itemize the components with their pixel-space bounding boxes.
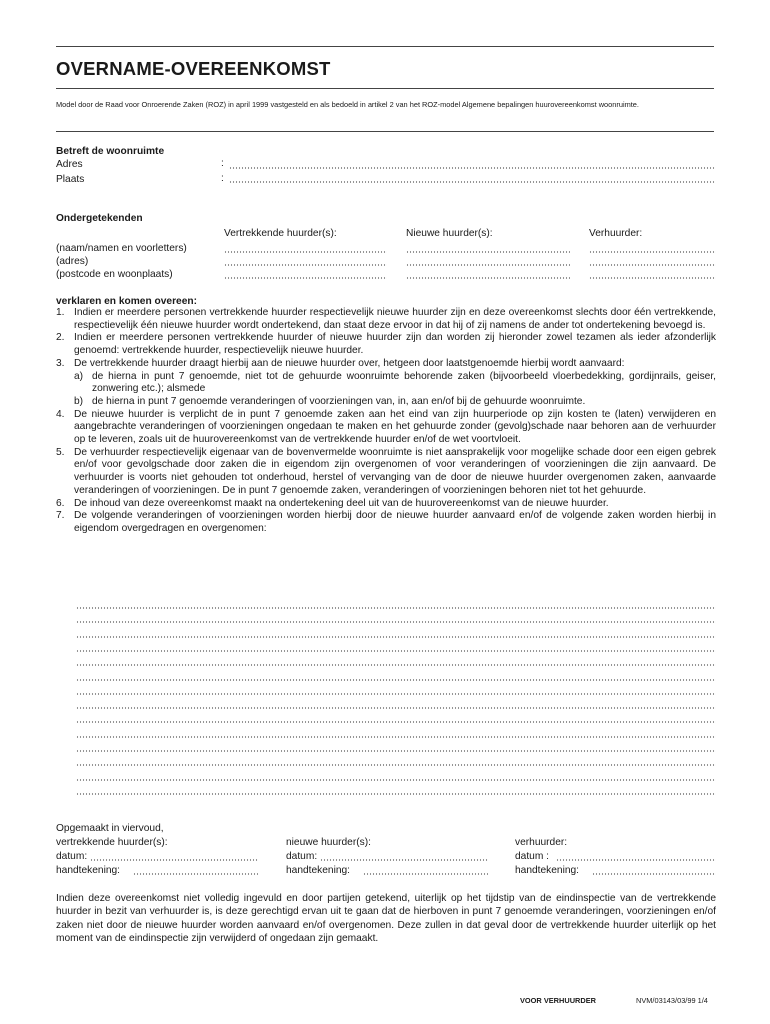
clause-7-fill-line[interactable] [76,707,716,709]
title-rule [56,88,714,89]
clause-7-fill-line[interactable] [76,636,716,638]
clause-7-fill-line[interactable] [76,750,716,752]
clause-4 [56,409,716,447]
intro-text: Model door de Raad voor Onroerende Zaken (ROZ) in april 1999 vastgesteld en als bedoeld in artikel 2 van het ROZ-model Algemene bepalingen huurovereenkomst woonruimte. [56,100,639,109]
clause-text: De volgende veranderingen of voorzieningen worden hierbij door de nieuwe huurder aanvaard en/of de volgende zaken worden hierbij in eigendom overgedragen en overgenomen: [74,510,716,534]
plaats-colon: : [221,173,224,184]
handtekening-label-verhuurder: handtekening: [515,865,580,876]
row-naam-label: (naam/namen en voorletters) [56,243,187,254]
clause-text: De nieuwe huurder is verplicht de in punt 7 genoemde zaken aan het eind van zijn huurperiode op zijn kosten te (laten) verwijderen en aangebrachte veranderingen of voorzieningen ongedaan te maken en het gehuurde zonder (gevolg)schade naar behoren aan de verhuurder op te leveren, zoals uit de huurovereenkomst van de vertrekkende huurder en/of de wet voortvloeit. [74,408,716,446]
sign-vertrekkend-label: vertrekkende huurder(s): [56,837,168,848]
plaats-field[interactable] [229,181,715,183]
clause-text: De vertrekkende huurder draagt hierbij aan de nieuwe huurder over, hetgeen door laatstgenoemde hierbij wordt aanvaard: [74,357,625,369]
datum-label-vertrekkend: datum: [56,851,88,862]
nieuw-postcode-field[interactable] [406,277,570,279]
sign-nieuw-label: nieuwe huurder(s): [286,837,371,848]
handtekening-label-vertrekkend: handtekening: [56,865,121,876]
clause-7-fill-line[interactable] [76,721,716,723]
col-vertrekkend-header: Vertrekkende huurder(s): [224,228,337,239]
vertrekkend-postcode-field[interactable] [224,277,387,279]
sub-letter: a) [74,370,84,382]
clause-text: De inhoud van deze overeenkomst maakt na ondertekening deel uit van de huurovereenkomst van de nieuwe huurder. [74,497,609,509]
clause-text: De verhuurder respectievelijk eigenaar van de bovenvermelde woonruimte is niet aansprakelijk voor mogelijke schade door een eigen gebrek en/of voor gevolgschade door zaken die in eigendom zijn overgenomen of voor veranderingen of voorzieningen die zijn aanvaard. De verhuurder is voorts niet gehouden tot onderhoud, herstel of vervanging van de door de nieuwe huurder overgenomen zaken, aanvaarde veranderingen of voorzieningen. De in punt 7 genoemde zaken, veranderingen of voorzieningen behoren niet tot het gehuurde. [74,446,716,496]
verhuurder-naam-field[interactable] [589,251,716,253]
clause-7-fill-line[interactable] [76,679,716,681]
nieuw-adres-field[interactable] [406,264,570,266]
datum-field-vertrekkend[interactable] [90,859,258,861]
clause-number: 3. [56,357,65,369]
plaats-label: Plaats [56,174,85,185]
clause-7-fill-line[interactable] [76,793,716,795]
adres-colon: : [221,158,224,169]
intro-rule [56,131,714,132]
clause-7-fill-line[interactable] [76,607,716,609]
clause-7-fill-line[interactable] [76,664,716,666]
clause-number: 6. [56,497,65,509]
datum-field-verhuurder[interactable] [556,859,716,861]
clause-number: 5. [56,446,65,458]
clause-7-fill-line[interactable] [76,650,716,652]
clause-number: 7. [56,510,65,522]
clause-number: 4. [56,408,65,420]
clause-7-fill-line[interactable] [76,736,716,738]
verhuurder-adres-field[interactable] [589,264,716,266]
datum-label-nieuw: datum: [286,851,318,862]
sub-text: de hierna in punt 7 genoemde, niet tot de gehuurde woonruimte behorende zaken (bijvoorbeeld vloerbedekking, gordijnrails, geiser, zonwering etc.); alsmede [92,370,716,395]
adres-label: Adres [56,159,83,170]
col-nieuw-header: Nieuwe huurder(s): [406,228,493,239]
clause-text: Indien er meerdere personen vertrekkende huurder of nieuwe huurder zijn dan worden zij hieronder zowel tezamen als ieder afzonderlijk genoemd: vertrekkende huurder, respectievelijk nieuwe huurder. [74,332,716,357]
clause-7 [56,510,716,535]
clause-number: 1. [56,307,65,318]
page-title: OVERNAME-OVEREENKOMST [56,58,331,79]
datum-label-verhuurder: datum : [515,851,549,862]
footer-voor-verhuurder: VOOR VERHUURDER [520,996,596,1005]
clause-7-fill-line[interactable] [76,621,716,623]
verhuurder-postcode-field[interactable] [589,277,716,279]
clause-5 [56,447,716,498]
verklaren-heading: verklaren en komen overeen: [56,296,197,307]
handtekening-field-nieuw[interactable] [363,873,488,875]
clause-3 [56,358,716,409]
clause-number: 2. [56,332,65,344]
clause-2 [56,332,716,357]
row-postcode-label: (postcode en woonplaats) [56,269,173,280]
clause-3a [74,371,716,396]
clause-text: Indien er meerdere personen vertrekkende huurder respectievelijk nieuwe huurder zijn en deze overeenkomst slechts door één vertrekkende, respectievelijk één nieuwe huurder wordt ondertekend, dan staat deze ervoor in dat hij of zij namens de ander tot ondertekening bevoegd is. [74,307,716,331]
clause-1 [56,307,716,332]
clause-7-fill-line[interactable] [76,693,716,695]
opgemaakt-text: Opgemaakt in viervoud, [56,823,164,834]
row-adres-label: (adres) [56,256,89,267]
footer-form-code: NVM/03143/03/99 1/4 [636,996,708,1005]
ondergetekenden-heading: Ondergetekenden [56,213,143,224]
handtekening-field-vertrekkend[interactable] [133,873,258,875]
datum-field-nieuw[interactable] [320,859,488,861]
sub-letter: b) [74,395,84,407]
sub-text: de hierna in punt 7 genoemde veranderingen of voorzieningen van, in, aan en/of bij de gehuurde woonruimte. [92,395,586,407]
adres-field[interactable] [229,167,715,169]
clause-7-fill-line[interactable] [76,779,716,781]
clauses-list [56,307,716,536]
col-verhuurder-header: Verhuurder: [589,228,643,239]
clause-3b [74,396,716,409]
vertrekkend-adres-field[interactable] [224,264,387,266]
clause-6 [56,498,716,511]
betreft-heading: Betreft de woonruimte [56,146,165,157]
vertrekkend-naam-field[interactable] [224,251,387,253]
handtekening-label-nieuw: handtekening: [286,865,351,876]
nieuw-naam-field[interactable] [406,251,570,253]
handtekening-field-verhuurder[interactable] [592,873,716,875]
sign-verhuurder-label: verhuurder: [515,837,568,848]
closing-paragraph: Indien deze overeenkomst niet volledig ingevuld en door partijen getekend, uiterlijk op het tijdstip van de eindinspectie van de vertrekkende huurder in bezit van verhuurder is, is deze gerechtigd ervan uit te gaan dat de hierboven in punt 7 genoemde veranderingen, voorzieningen en/of zaken niet door de nieuwe huurder worden aanvaard en/of overgenomen. Deze zullen in dat geval door de vertrekkende huurder uiterlijk op het moment van de eindinspectie zijn verwijderd of ongedaan zijn gemaakt. [56,893,716,944]
clause-7-fill-line[interactable] [76,764,716,766]
top-rule [56,46,714,47]
